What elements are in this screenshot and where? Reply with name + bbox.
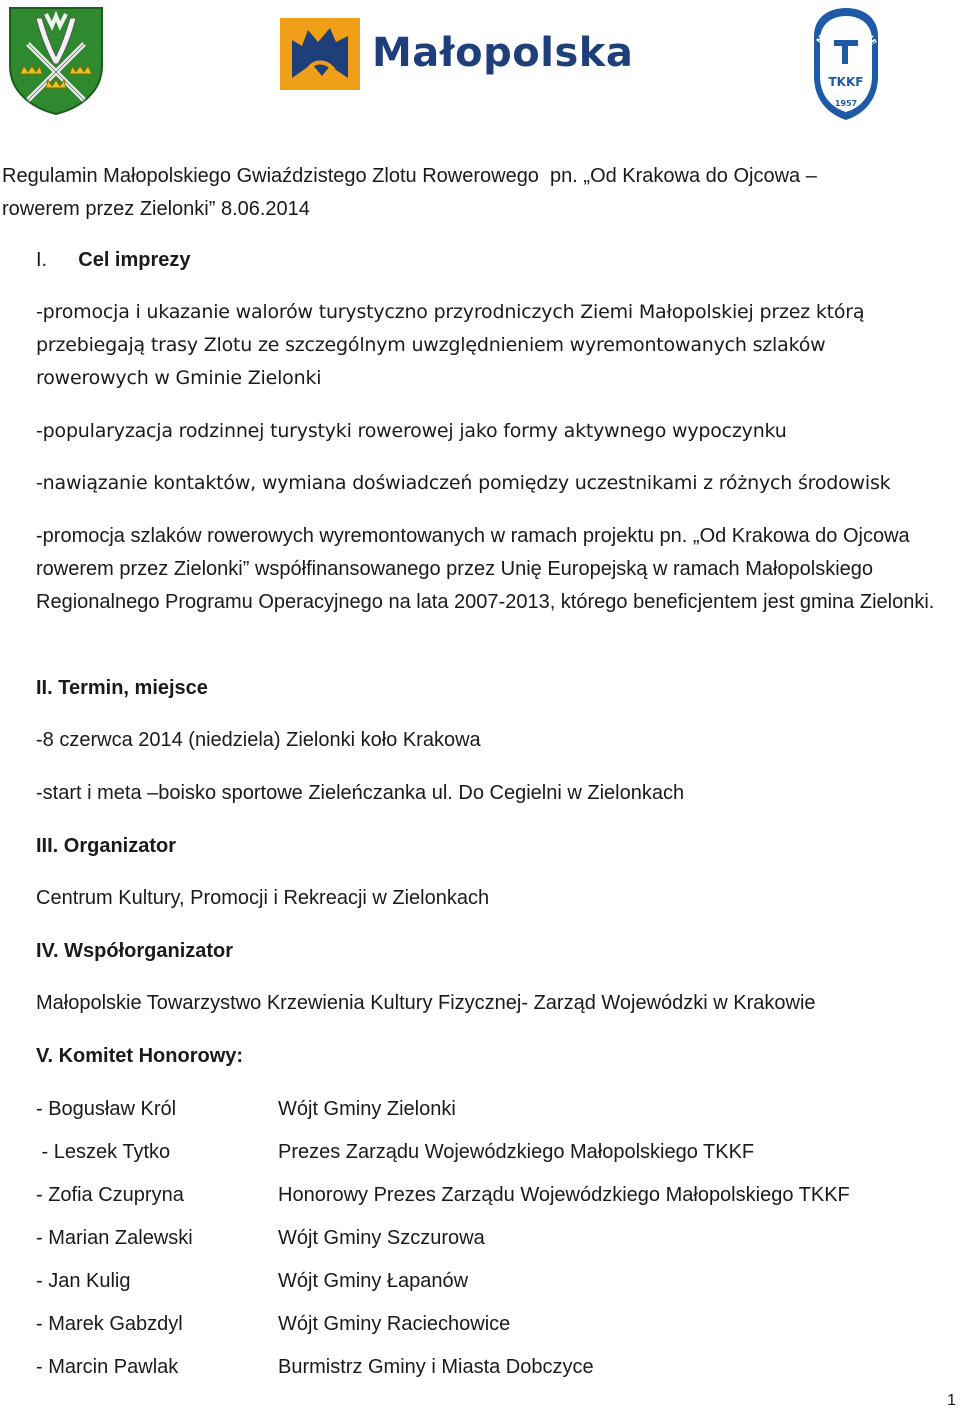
tkkf-logo (812, 6, 880, 122)
committee-member-role: Prezes Zarządu Wojewódzkiego Małopolskiego TKKF (278, 1141, 755, 1163)
section-4-paragraph-1: Małopolskie Towarzystwo Krzewienia Kultury Fizycznej- Zarząd Wojewódzki w Krakowie (36, 992, 816, 1014)
committee-member-name: - Leszek Tytko (36, 1141, 171, 1163)
section-2-paragraph-1: -8 czerwca 2014 (niedziela) Zielonki koło Krakowa (36, 729, 481, 751)
section-3-paragraph-1: Centrum Kultury, Promocji i Rekreacji w Zielonkach (36, 887, 490, 909)
committee-member-name: - Marcin Pawlak (36, 1356, 179, 1378)
title-line-1: Regulamin Małopolskiego Gwiaździstego Zlotu Rowerowego pn. „Od Krakowa do Ojcowa – (2, 165, 817, 187)
section-1-paragraph-4: -promocja szlaków rowerowych wyremontowanych w ramach projektu pn. „Od Krakowa do Ojcowa rowerem przez Zielonki” współfinansowanego przez Unię Europejską w ramach Małopolskiego Regionalnego Programu Operacyjnego na lata 2007-2013, którego beneficjentem jest gmina Zielonki. (36, 525, 935, 613)
tkkf-arc-text: MAŁOPOLSKIE (814, 21, 879, 47)
page-number: 1 (947, 1392, 956, 1409)
committee-member-name: - Marian Zalewski (36, 1227, 193, 1249)
committee-member-name: - Jan Kulig (36, 1270, 131, 1292)
committee-member-role: Wójt Gminy Szczurowa (278, 1227, 485, 1249)
section-1-paragraph-2: -popularyzacja rodzinnej turystyki rowerowej jako formy aktywnego wypoczynku (36, 420, 787, 442)
title-line-2: rowerem przez Zielonki” 8.06.2014 (2, 198, 310, 220)
section-1-heading (36, 247, 191, 273)
section-1-paragraph-3: -nawiązanie kontaktów, wymiana doświadczeń pomiędzy uczestnikami z różnych środowisk (36, 472, 891, 494)
committee-member-role: Wójt Gminy Zielonki (278, 1098, 456, 1120)
section-2-heading: II. Termin, miejsce (36, 677, 208, 699)
section-1-title: Cel imprezy (78, 249, 191, 271)
committee-member-role: Burmistrz Gminy i Miasta Dobczyce (278, 1356, 594, 1378)
section-5-heading: V. Komitet Honorowy: (36, 1045, 244, 1067)
committee-member-role: Wójt Gminy Łapanów (278, 1270, 469, 1292)
malopolska-logo-text: Małopolska (372, 30, 634, 76)
malopolska-emblem-icon (278, 16, 362, 92)
section-1-number: I. (36, 249, 48, 271)
header-logos (0, 0, 960, 130)
committee-member-role: Wójt Gminy Raciechowice (278, 1313, 511, 1335)
section-1-paragraph-1: -promocja i ukazanie walorów turystyczno przyrodniczych Ziemi Małopolskiej przez którą przebiegają trasy Zlotu ze szczególnym uwzględnieniem wyremontowanych szlaków rowerowych w Gminie Zielonki (36, 301, 865, 389)
committee-member-name: - Bogusław Król (36, 1098, 177, 1120)
malopolska-logo (278, 14, 638, 94)
committee-member-name: - Zofia Czupryna (36, 1184, 184, 1206)
tkkf-year: 1957 (834, 99, 858, 108)
document-title (2, 160, 942, 226)
crest-icon (6, 4, 106, 116)
section-3-heading: III. Organizator (36, 835, 177, 857)
committee-member-name: - Marek Gabzdyl (36, 1313, 183, 1335)
section-2-paragraph-2: -start i meta –boisko sportowe Zieleńczanka ul. Do Cegielni w Zielonkach (36, 782, 685, 804)
committee-member-role: Honorowy Prezes Zarządu Wojewódzkiego Małopolskiego TKKF (278, 1184, 850, 1206)
tkkf-letters: TKKF (828, 75, 864, 89)
section-4-heading: IV. Współorganizator (36, 940, 234, 962)
